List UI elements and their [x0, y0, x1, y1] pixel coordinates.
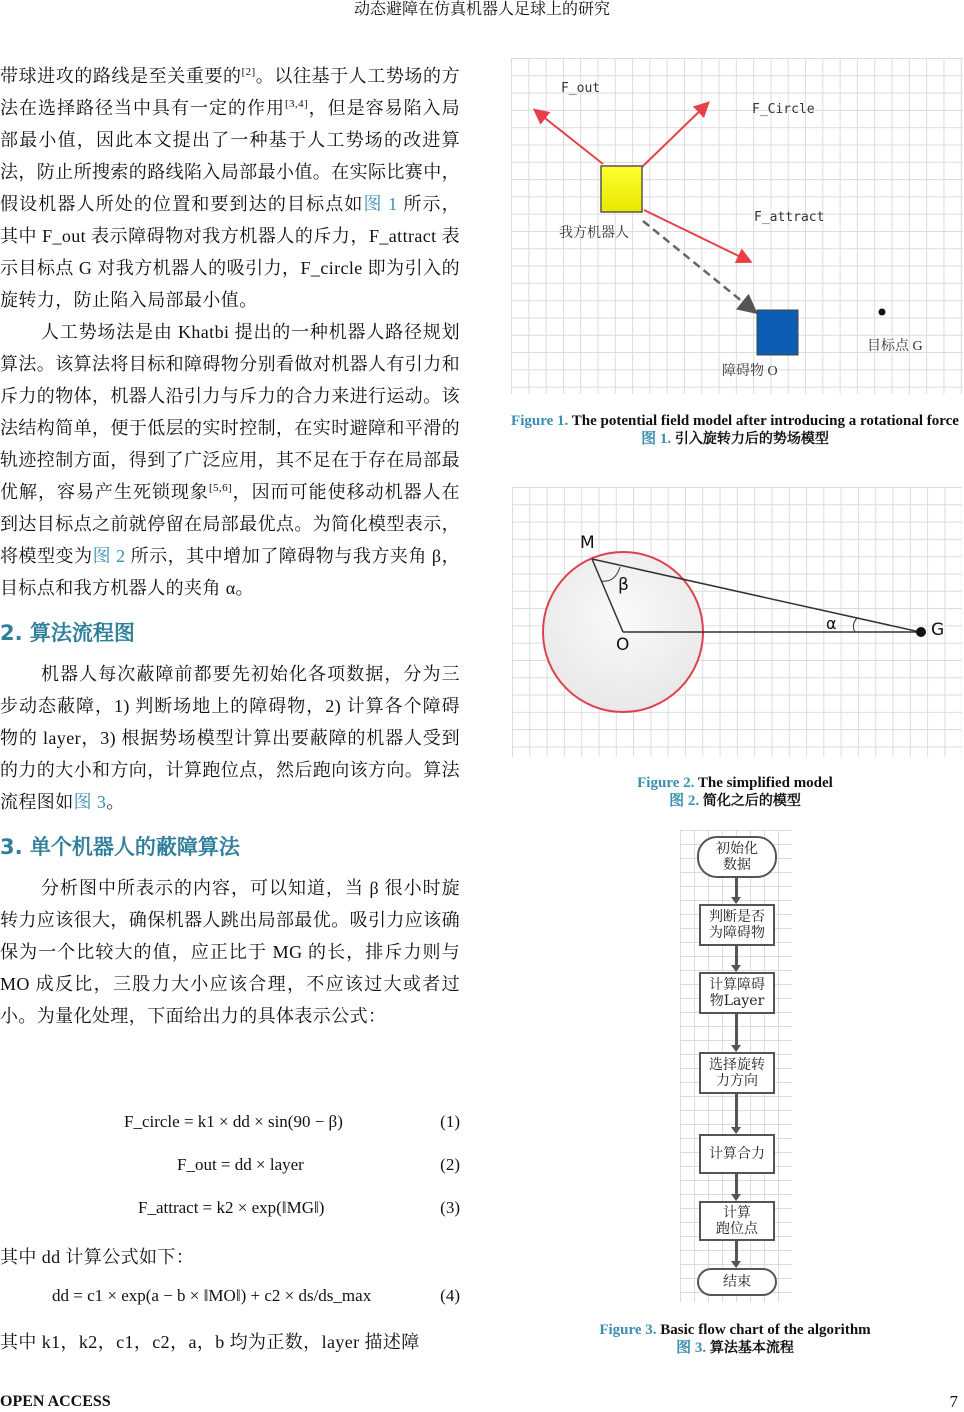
equation-1 [0, 1108, 460, 1140]
f-out-arrow [536, 111, 603, 164]
equation-number: (4) [440, 1286, 460, 1305]
f-circle-arrow [641, 104, 707, 168]
text: ，因而可能使移动机器人在到达目标点之前就停留在局部最优点。为简化模型表示，将模型变为 [0, 482, 460, 566]
caption-text-en: The simplified model [697, 775, 833, 791]
caption-label: Figure 3. [599, 1322, 657, 1338]
flow-step-judge [699, 904, 775, 946]
equation-text: F_circle = k1 × dd × sin(90 − β) [124, 1112, 343, 1131]
paragraph-2 [0, 316, 460, 604]
figure-2-link[interactable]: 图 2 [92, 546, 126, 566]
alpha-arc [853, 618, 857, 632]
figure-2-svg [512, 487, 962, 757]
equation-4 [0, 1282, 460, 1314]
step-line: 判断是否 [709, 909, 765, 925]
caption-text-zh: 引入旋转力后的势场模型 [674, 431, 829, 447]
text: 人工势场法是由 Khatbi 提出的一种机器人路径规划算法。该算法将目标和障碍物分别看做对机器人有引力和斥力的物体，机器人沿引力与斥力的合力来进行运动。该法结构简单，便于低层的实时控制，在实时避障和平滑的轨迹控制方面，得到了广泛应用，其不足在于存在局部最优解，容易产生死锁现象 [0, 322, 460, 502]
caption-text-zh: 算法基本流程 [709, 1340, 794, 1356]
figure-3-flowchart [680, 830, 792, 1302]
section-heading-3: 3. 单个机器人的蔽障算法 [0, 835, 240, 859]
running-title: 动态避障在仿真机器人足球上的研究 [353, 1, 610, 18]
obstacle-square [757, 310, 798, 355]
robot-square [601, 166, 642, 212]
text: 所示，其中增加了障碍物与我方夹角 β，目标点和我方机器人的夹角 α。 [0, 546, 461, 598]
caption-label: Figure 1. [511, 413, 569, 429]
flow-arrow [735, 946, 738, 970]
equation-text: F_out = dd × layer [177, 1155, 304, 1174]
flow-arrow [735, 1241, 738, 1266]
flow-step-end [697, 1268, 777, 1296]
equation-text: dd = c1 × exp(a − b × ‖MO‖) + c2 × ds/ds_max [52, 1286, 372, 1305]
paragraph-3 [0, 658, 460, 818]
section-heading-2: 2. 算法流程图 [0, 621, 135, 645]
citation[interactable]: [3,4] [284, 98, 309, 110]
step-line: 计算合力 [709, 1146, 765, 1162]
flow-arrow [735, 1014, 738, 1050]
goal-point [879, 309, 886, 316]
step-line: 选择旋转 [709, 1057, 765, 1073]
dashed-arrow-to-obstacle [643, 221, 754, 311]
caption-label: Figure 2. [637, 775, 695, 791]
flow-arrow [735, 1174, 738, 1199]
flow-step-init [697, 836, 777, 878]
equation-number: (1) [440, 1112, 460, 1131]
f-attract-label: F_attract [754, 210, 825, 225]
label-beta: β [618, 575, 629, 595]
flow-arrow [735, 1094, 738, 1132]
label-alpha: α [826, 614, 837, 633]
flow-step-layer [699, 972, 775, 1014]
equation-number: (3) [440, 1198, 460, 1217]
figure-1-caption [510, 412, 960, 448]
figure-2-caption [510, 774, 960, 810]
open-access-label: OPEN ACCESS [0, 1393, 111, 1410]
equation-2 [0, 1151, 460, 1183]
f-out-label: F_out [561, 81, 601, 96]
page-number: 7 [949, 1392, 958, 1411]
text: 所示，其中 F_out 表示障碍物对我方机器人的斥力，F_attract 表示目标点 G 对我方机器人的吸引力，F_circle 即为引入的旋转力，防止陷入局部最小值。 [0, 194, 460, 310]
step-line: 计算 [723, 1205, 751, 1221]
equation-number: (2) [440, 1155, 460, 1174]
step-line: 力方向 [716, 1073, 758, 1089]
label-g: G [931, 620, 945, 640]
text: 机器人每次蔽障前都要先初始化各项数据，分为三步动态蔽障，1) 判断场地上的障碍物，2) 计算各个障碍物的 layer，3) 根据势场模型计算出要蔽障的机器人受到的力的大小和方向，计算跑位点，然后跑向该方向。算法流程图如 [0, 664, 460, 812]
f-circle-label: F_Circle [752, 102, 815, 117]
paragraph-4: 分析图中所表示的内容，可以知道，当 β 很小时旋转力应该很大，确保机器人跳出局部最优。吸引力应该确保为一个比较大的值，应正比于 MG 的长，排斥力则与 MO 成反比，三股力大小应该合理，不应该过大或者过小。为量化处理，下面给出力的具体表示公式： [0, 878, 460, 1026]
citation[interactable]: [5,6] [208, 482, 233, 494]
figure-1-link[interactable]: 图 1 [363, 194, 398, 214]
text: 。 [106, 792, 125, 812]
figure-3-link[interactable]: 图 3 [73, 792, 107, 812]
step-line: 计算障碍 [709, 977, 765, 993]
caption-text-en: The potential field model after introducing a rotational force [571, 413, 959, 429]
step-line: 结束 [723, 1274, 751, 1290]
text: ，但是容易陷入局部最小值，因此本文提出了一种基于人工势场的改进算法，防止所搜索的路线陷入局部最小值。在实际比赛中，假设机器人所处的位置和要到达的目标点如 [0, 98, 461, 214]
flow-step-rotation [699, 1052, 775, 1094]
caption-label-zh: 图 1. [641, 431, 672, 447]
step-line: 跑位点 [716, 1221, 758, 1237]
goal-label: 目标点 G [867, 339, 923, 354]
figure-1-diagram [511, 58, 963, 394]
caption-label-zh: 图 2. [669, 793, 700, 809]
text: 带球进攻的路线是至关重要的 [0, 66, 242, 86]
equation-text: F_attract = k2 × exp(‖MG‖) [138, 1198, 325, 1217]
label-m: M [580, 533, 595, 553]
goal-point [916, 627, 926, 637]
step-line: 物Layer [709, 993, 765, 1009]
left-column [0, 60, 460, 1032]
flow-step-resultant [699, 1134, 775, 1174]
flow-step-position [699, 1201, 775, 1241]
text: 。以往基于人工势场的方法在选择路径当中具有一定的作用 [0, 66, 460, 118]
figure-3-caption [510, 1321, 960, 1357]
step-line: 为障碍物 [709, 925, 765, 941]
obstacle-label: 障碍物 O [722, 364, 778, 379]
paragraph-5: 其中 dd 计算公式如下： [0, 1247, 195, 1267]
equation-3 [0, 1194, 460, 1226]
caption-text-en: Basic flow chart of the algorithm [660, 1322, 871, 1338]
label-o: O [616, 635, 630, 655]
flow-arrow [735, 878, 738, 902]
caption-text-zh: 简化之后的模型 [702, 793, 801, 809]
figure-2-diagram [512, 487, 962, 757]
f-attract-arrow [644, 210, 749, 261]
caption-label-zh: 图 3. [676, 1340, 707, 1356]
robot-label: 我方机器人 [559, 226, 629, 241]
paragraph-1 [0, 60, 460, 316]
step-line: 数据 [723, 857, 751, 873]
paragraph-6: 其中 k1，k2，c1，c2，a，b 均为正数，layer 描述障 [0, 1332, 420, 1352]
citation[interactable]: [2] [241, 66, 256, 78]
step-line: 初始化 [716, 841, 758, 857]
